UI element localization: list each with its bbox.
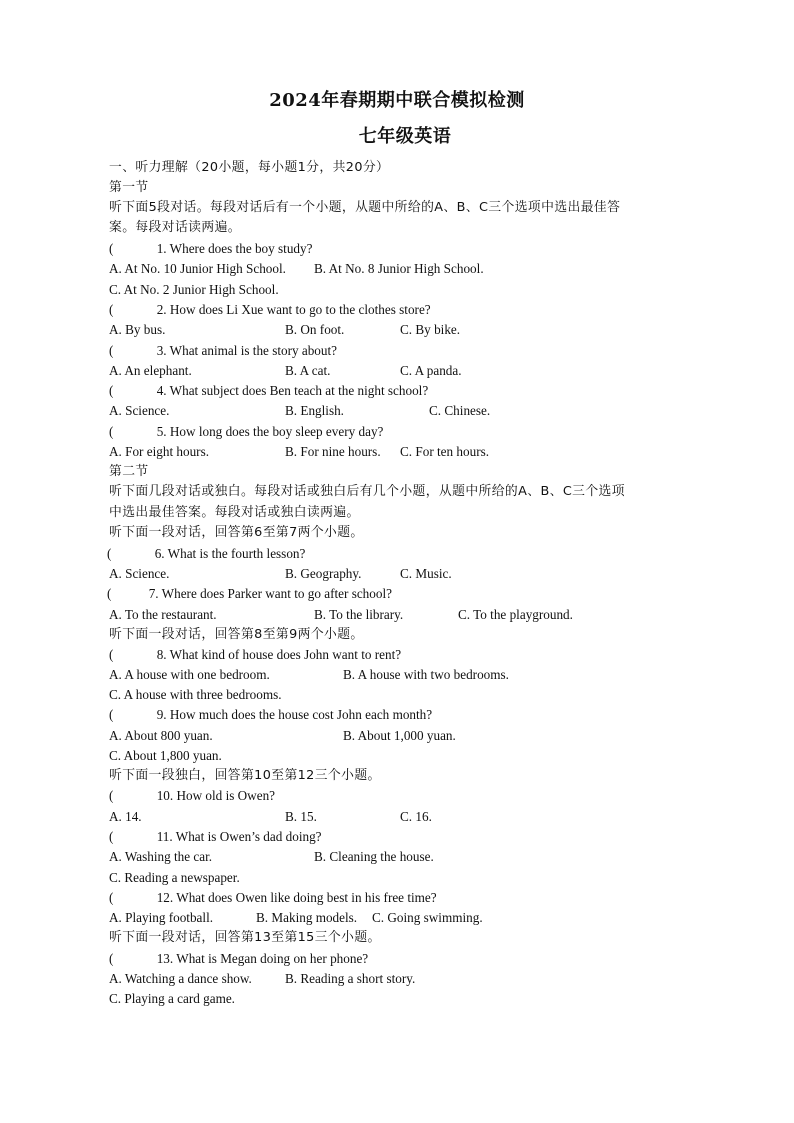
q2-option-b: B. On foot. bbox=[285, 322, 345, 337]
section1-heading: 一、听力理解（20小题，每小题1分，共20分） bbox=[109, 160, 390, 175]
q4-option-b: B. English. bbox=[285, 403, 344, 418]
question-1-text: 1. Where does the boy study? bbox=[156, 241, 313, 256]
question-3: ( 3. What animal is the story about? bbox=[109, 343, 338, 358]
q12-option-b: B. Making models. bbox=[256, 910, 358, 925]
q6-option-a: A. Science. bbox=[109, 566, 170, 581]
question-4-text: 4. What subject does Ben teach at the night school? bbox=[156, 383, 429, 398]
question-2-text: 2. How does Li Xue want to go to the clothes store? bbox=[156, 302, 431, 317]
q6-option-b: B. Geography. bbox=[285, 566, 362, 581]
question-8-text: 8. What kind of house does John want to rent? bbox=[156, 647, 402, 662]
subsection-6-7: 听下面一段对话，回答第6至第7两个小题。 bbox=[109, 525, 364, 540]
question-11: ( 11. What is Owen’s dad doing? bbox=[109, 829, 322, 844]
question-11-text: 11. What is Owen’s dad doing? bbox=[156, 829, 322, 844]
question-12: ( 12. What does Owen like doing best in his free time? bbox=[109, 890, 437, 905]
q6-option-c: C. Music. bbox=[400, 566, 452, 581]
question-10: ( 10. How old is Owen? bbox=[109, 788, 276, 803]
q9-option-c: C. About 1,800 yuan. bbox=[109, 748, 222, 763]
q9-option-b: B. About 1,000 yuan. bbox=[343, 728, 456, 743]
question-6: ( 6. What is the fourth lesson? bbox=[107, 546, 306, 561]
q10-option-c: C. 16. bbox=[400, 809, 432, 824]
subsection-13-15: 听下面一段对话，回答第13至第15三个小题。 bbox=[109, 930, 381, 945]
q1-option-a: A. At No. 10 Junior High School. bbox=[109, 261, 286, 276]
q9-option-a: A. About 800 yuan. bbox=[109, 728, 213, 743]
question-9: ( 9. How much does the house cost John each month? bbox=[109, 707, 433, 722]
q4-option-c: C. Chinese. bbox=[429, 403, 491, 418]
part1-label: 第一节 bbox=[109, 180, 149, 195]
question-2: ( 2. How does Li Xue want to go to the clothes store? bbox=[109, 302, 431, 317]
subsection-10-12: 听下面一段独白，回答第10至第12三个小题。 bbox=[109, 768, 381, 783]
q7-option-a: A. To the restaurant. bbox=[109, 607, 217, 622]
q3-option-a: A. An elephant. bbox=[109, 363, 192, 378]
q10-option-b: B. 15. bbox=[285, 809, 317, 824]
q3-option-c: C. A panda. bbox=[400, 363, 462, 378]
question-12-text: 12. What does Owen like doing best in his free time? bbox=[156, 890, 437, 905]
q8-option-c: C. A house with three bedrooms. bbox=[109, 687, 282, 702]
question-6-text: 6. What is the fourth lesson? bbox=[154, 546, 306, 561]
part1-instruction: 听下面5段对话。每段对话后有一个小题，从题中所给的A、B、C三个选项中选出最佳答 bbox=[109, 200, 621, 215]
question-7-text: 7. Where does Parker want to go after school? bbox=[148, 586, 392, 601]
exam-subtitle: 七年级英语 bbox=[358, 126, 452, 147]
q7-option-b: B. To the library. bbox=[314, 607, 404, 622]
question-8: ( 8. What kind of house does John want to rent? bbox=[109, 647, 402, 662]
question-5: ( 5. How long does the boy sleep every day? bbox=[109, 424, 384, 439]
q12-option-c: C. Going swimming. bbox=[372, 910, 483, 925]
q8-option-b: B. A house with two bedrooms. bbox=[343, 667, 509, 682]
q11-option-a: A. Washing the car. bbox=[109, 849, 213, 864]
question-13: ( 13. What is Megan doing on her phone? bbox=[109, 951, 369, 966]
question-7: ( 7. Where does Parker want to go after school? bbox=[107, 586, 392, 601]
q1-option-b: B. At No. 8 Junior High School. bbox=[314, 261, 484, 276]
q4-option-a: A. Science. bbox=[109, 403, 170, 418]
q1-option-c: C. At No. 2 Junior High School. bbox=[109, 282, 279, 297]
q5-option-b: B. For nine hours. bbox=[285, 444, 381, 459]
question-4: ( 4. What subject does Ben teach at the night school? bbox=[109, 383, 429, 398]
part2-label: 第二节 bbox=[109, 464, 149, 479]
subsection-8-9: 听下面一段对话，回答第8至第9两个小题。 bbox=[109, 627, 364, 642]
q5-option-c: C. For ten hours. bbox=[400, 444, 490, 459]
q13-option-c: C. Playing a card game. bbox=[109, 991, 235, 1006]
q12-option-a: A. Playing football. bbox=[109, 910, 214, 925]
part2-instruction-cont: 中选出最佳答案。每段对话或独白读两遍。 bbox=[109, 505, 360, 520]
q10-option-a: A. 14. bbox=[109, 809, 142, 824]
q11-option-c: C. Reading a newspaper. bbox=[109, 870, 240, 885]
q5-option-a: A. For eight hours. bbox=[109, 444, 210, 459]
q11-option-b: B. Cleaning the house. bbox=[314, 849, 434, 864]
q13-option-b: B. Reading a short story. bbox=[285, 971, 416, 986]
exam-title: 2024年春期期中联合模拟检测 bbox=[269, 90, 525, 111]
q7-option-c: C. To the playground. bbox=[458, 607, 573, 622]
part2-instruction: 听下面几段对话或独白。每段对话或独白后有几个小题，从题中所给的A、B、C三个选项 bbox=[109, 484, 625, 499]
question-9-text: 9. How much does the house cost John each month? bbox=[156, 707, 433, 722]
q13-option-a: A. Watching a dance show. bbox=[109, 971, 252, 986]
question-1: ( 1. Where does the boy study? bbox=[109, 241, 313, 256]
q2-option-a: A. By bus. bbox=[109, 322, 166, 337]
question-5-text: 5. How long does the boy sleep every day? bbox=[156, 424, 384, 439]
q2-option-c: C. By bike. bbox=[400, 322, 461, 337]
q3-option-b: B. A cat. bbox=[285, 363, 331, 378]
question-10-text: 10. How old is Owen? bbox=[156, 788, 276, 803]
part1-instruction-cont: 案。每段对话读两遍。 bbox=[109, 220, 241, 235]
q8-option-a: A. A house with one bedroom. bbox=[109, 667, 270, 682]
question-3-text: 3. What animal is the story about? bbox=[156, 343, 338, 358]
question-13-text: 13. What is Megan doing on her phone? bbox=[156, 951, 369, 966]
